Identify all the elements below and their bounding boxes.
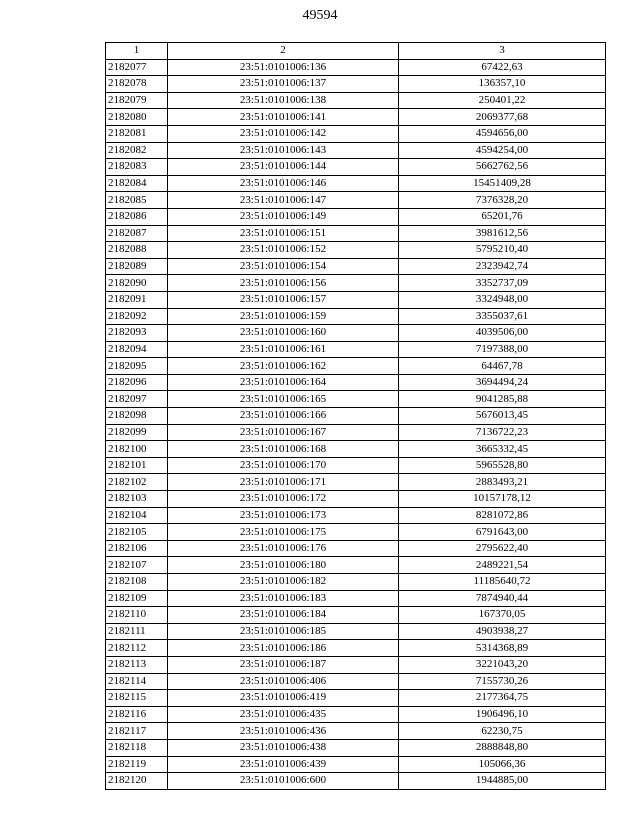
cadastral-number-cell: 23:51:0101006:183 <box>168 590 399 607</box>
cadastral-number-cell: 23:51:0101006:435 <box>168 706 399 723</box>
table-row <box>106 690 606 707</box>
table-row <box>106 673 606 690</box>
table-header-row <box>106 43 606 60</box>
table-row <box>106 656 606 673</box>
cadastral-number-cell: 23:51:0101006:142 <box>168 125 399 142</box>
table-row <box>106 275 606 292</box>
table-row <box>106 358 606 375</box>
row-number-cell: 2182083 <box>106 159 168 176</box>
cadastral-value-cell: 1944885,00 <box>399 773 606 790</box>
cadastral-value-cell: 4594656,00 <box>399 125 606 142</box>
row-number-cell: 2182117 <box>106 723 168 740</box>
table-row <box>106 491 606 508</box>
cadastral-number-cell: 23:51:0101006:137 <box>168 76 399 93</box>
cadastral-number-cell: 23:51:0101006:171 <box>168 474 399 491</box>
cadastral-number-cell: 23:51:0101006:419 <box>168 690 399 707</box>
table-row <box>106 308 606 325</box>
cadastral-number-cell: 23:51:0101006:175 <box>168 524 399 541</box>
cadastral-value-cell: 7874940,44 <box>399 590 606 607</box>
cadastral-number-cell: 23:51:0101006:147 <box>168 192 399 209</box>
column-header-3: 3 <box>399 43 606 60</box>
cadastral-number-cell: 23:51:0101006:436 <box>168 723 399 740</box>
cadastral-number-cell: 23:51:0101006:152 <box>168 242 399 259</box>
row-number-cell: 2182115 <box>106 690 168 707</box>
table-row <box>106 457 606 474</box>
row-number-cell: 2182112 <box>106 640 168 657</box>
cadastral-number-cell: 23:51:0101006:166 <box>168 408 399 425</box>
cadastral-value-cell: 2069377,68 <box>399 109 606 126</box>
table-row <box>106 574 606 591</box>
cadastral-value-cell: 7376328,20 <box>399 192 606 209</box>
row-number-cell: 2182120 <box>106 773 168 790</box>
row-number-cell: 2182086 <box>106 208 168 225</box>
table-row <box>106 756 606 773</box>
cadastral-number-cell: 23:51:0101006:161 <box>168 341 399 358</box>
cadastral-value-cell: 5314368,89 <box>399 640 606 657</box>
row-number-cell: 2182096 <box>106 374 168 391</box>
cadastral-value-table <box>105 42 606 790</box>
row-number-cell: 2182088 <box>106 242 168 259</box>
cadastral-value-cell: 2888848,80 <box>399 739 606 756</box>
cadastral-value-cell: 2883493,21 <box>399 474 606 491</box>
cadastral-number-cell: 23:51:0101006:154 <box>168 258 399 275</box>
row-number-cell: 2182109 <box>106 590 168 607</box>
row-number-cell: 2182081 <box>106 125 168 142</box>
cadastral-value-cell: 2489221,54 <box>399 557 606 574</box>
row-number-cell: 2182090 <box>106 275 168 292</box>
row-number-cell: 2182091 <box>106 291 168 308</box>
table-row <box>106 474 606 491</box>
row-number-cell: 2182107 <box>106 557 168 574</box>
row-number-cell: 2182116 <box>106 706 168 723</box>
cadastral-number-cell: 23:51:0101006:439 <box>168 756 399 773</box>
cadastral-value-cell: 4903938,27 <box>399 623 606 640</box>
table-row <box>106 341 606 358</box>
table-row <box>106 623 606 640</box>
table-row <box>106 92 606 109</box>
row-number-cell: 2182114 <box>106 673 168 690</box>
table-row <box>106 739 606 756</box>
cadastral-value-cell: 62230,75 <box>399 723 606 740</box>
cadastral-value-cell: 5965528,80 <box>399 457 606 474</box>
row-number-cell: 2182105 <box>106 524 168 541</box>
page-number: 49594 <box>302 8 338 23</box>
cadastral-value-cell: 6791643,00 <box>399 524 606 541</box>
cadastral-value-cell: 3694494,24 <box>399 374 606 391</box>
cadastral-number-cell: 23:51:0101006:186 <box>168 640 399 657</box>
row-number-cell: 2182119 <box>106 756 168 773</box>
cadastral-value-cell: 167370,05 <box>399 607 606 624</box>
row-number-cell: 2182094 <box>106 341 168 358</box>
table-row <box>106 706 606 723</box>
table-body <box>106 59 606 789</box>
cadastral-value-cell: 3981612,56 <box>399 225 606 242</box>
cadastral-number-cell: 23:51:0101006:170 <box>168 457 399 474</box>
table-row <box>106 607 606 624</box>
table-row <box>106 540 606 557</box>
cadastral-value-cell: 136357,10 <box>399 76 606 93</box>
cadastral-value-cell: 3665332,45 <box>399 441 606 458</box>
table-row <box>106 59 606 76</box>
row-number-cell: 2182093 <box>106 325 168 342</box>
cadastral-number-cell: 23:51:0101006:167 <box>168 424 399 441</box>
cadastral-number-cell: 23:51:0101006:187 <box>168 656 399 673</box>
cadastral-value-cell: 7197388,00 <box>399 341 606 358</box>
row-number-cell: 2182111 <box>106 623 168 640</box>
row-number-cell: 2182082 <box>106 142 168 159</box>
table-row <box>106 175 606 192</box>
cadastral-value-cell: 5795210,40 <box>399 242 606 259</box>
cadastral-value-cell: 7136722,23 <box>399 424 606 441</box>
table-row <box>106 374 606 391</box>
row-number-cell: 2182113 <box>106 656 168 673</box>
cadastral-number-cell: 23:51:0101006:156 <box>168 275 399 292</box>
row-number-cell: 2182085 <box>106 192 168 209</box>
cadastral-number-cell: 23:51:0101006:162 <box>168 358 399 375</box>
cadastral-value-cell: 3355037,61 <box>399 308 606 325</box>
row-number-cell: 2182080 <box>106 109 168 126</box>
cadastral-number-cell: 23:51:0101006:172 <box>168 491 399 508</box>
row-number-cell: 2182087 <box>106 225 168 242</box>
table-row <box>106 142 606 159</box>
cadastral-number-cell: 23:51:0101006:144 <box>168 159 399 176</box>
table-row <box>106 76 606 93</box>
cadastral-value-cell: 105066,36 <box>399 756 606 773</box>
row-number-cell: 2182108 <box>106 574 168 591</box>
cadastral-value-cell: 67422,63 <box>399 59 606 76</box>
row-number-cell: 2182101 <box>106 457 168 474</box>
table-row <box>106 557 606 574</box>
cadastral-number-cell: 23:51:0101006:143 <box>168 142 399 159</box>
row-number-cell: 2182118 <box>106 739 168 756</box>
cadastral-number-cell: 23:51:0101006:185 <box>168 623 399 640</box>
table-row <box>106 723 606 740</box>
cadastral-value-cell: 3324948,00 <box>399 291 606 308</box>
cadastral-value-cell: 250401,22 <box>399 92 606 109</box>
cadastral-value-cell: 2795622,40 <box>399 540 606 557</box>
row-number-cell: 2182079 <box>106 92 168 109</box>
row-number-cell: 2182098 <box>106 408 168 425</box>
row-number-cell: 2182102 <box>106 474 168 491</box>
cadastral-number-cell: 23:51:0101006:406 <box>168 673 399 690</box>
cadastral-value-cell: 4039506,00 <box>399 325 606 342</box>
row-number-cell: 2182095 <box>106 358 168 375</box>
row-number-cell: 2182078 <box>106 76 168 93</box>
cadastral-number-cell: 23:51:0101006:151 <box>168 225 399 242</box>
table-row <box>106 291 606 308</box>
cadastral-number-cell: 23:51:0101006:146 <box>168 175 399 192</box>
table-row <box>106 242 606 259</box>
cadastral-value-cell: 5676013,45 <box>399 408 606 425</box>
cadastral-value-cell: 11185640,72 <box>399 574 606 591</box>
cadastral-value-cell: 65201,76 <box>399 208 606 225</box>
column-header-2: 2 <box>168 43 399 60</box>
column-header-1: 1 <box>106 43 168 60</box>
cadastral-number-cell: 23:51:0101006:136 <box>168 59 399 76</box>
table-row <box>106 408 606 425</box>
table-row <box>106 441 606 458</box>
table-row <box>106 507 606 524</box>
cadastral-number-cell: 23:51:0101006:184 <box>168 607 399 624</box>
row-number-cell: 2182092 <box>106 308 168 325</box>
cadastral-value-cell: 5662762,56 <box>399 159 606 176</box>
cadastral-value-cell: 3352737,09 <box>399 275 606 292</box>
row-number-cell: 2182077 <box>106 59 168 76</box>
table-row <box>106 225 606 242</box>
table-row <box>106 208 606 225</box>
table-row <box>106 640 606 657</box>
cadastral-value-cell: 3221043,20 <box>399 656 606 673</box>
cadastral-value-cell: 7155730,26 <box>399 673 606 690</box>
cadastral-number-cell: 23:51:0101006:180 <box>168 557 399 574</box>
cadastral-number-cell: 23:51:0101006:141 <box>168 109 399 126</box>
cadastral-number-cell: 23:51:0101006:157 <box>168 291 399 308</box>
row-number-cell: 2182104 <box>106 507 168 524</box>
table-row <box>106 258 606 275</box>
table-row <box>106 325 606 342</box>
cadastral-value-cell: 64467,78 <box>399 358 606 375</box>
cadastral-value-cell: 2323942,74 <box>399 258 606 275</box>
cadastral-number-cell: 23:51:0101006:149 <box>168 208 399 225</box>
row-number-cell: 2182106 <box>106 540 168 557</box>
table-row <box>106 192 606 209</box>
cadastral-value-cell: 2177364,75 <box>399 690 606 707</box>
cadastral-value-cell: 4594254,00 <box>399 142 606 159</box>
table-row <box>106 524 606 541</box>
cadastral-value-cell: 1906496,10 <box>399 706 606 723</box>
row-number-cell: 2182084 <box>106 175 168 192</box>
cadastral-number-cell: 23:51:0101006:438 <box>168 739 399 756</box>
row-number-cell: 2182100 <box>106 441 168 458</box>
table-row <box>106 125 606 142</box>
cadastral-value-cell: 9041285,88 <box>399 391 606 408</box>
cadastral-number-cell: 23:51:0101006:165 <box>168 391 399 408</box>
cadastral-number-cell: 23:51:0101006:138 <box>168 92 399 109</box>
cadastral-number-cell: 23:51:0101006:182 <box>168 574 399 591</box>
cadastral-value-cell: 15451409,28 <box>399 175 606 192</box>
cadastral-value-cell: 8281072,86 <box>399 507 606 524</box>
cadastral-number-cell: 23:51:0101006:600 <box>168 773 399 790</box>
row-number-cell: 2182103 <box>106 491 168 508</box>
table-row <box>106 391 606 408</box>
cadastral-value-cell: 10157178,12 <box>399 491 606 508</box>
cadastral-number-cell: 23:51:0101006:176 <box>168 540 399 557</box>
row-number-cell: 2182089 <box>106 258 168 275</box>
row-number-cell: 2182097 <box>106 391 168 408</box>
table-row <box>106 590 606 607</box>
cadastral-number-cell: 23:51:0101006:173 <box>168 507 399 524</box>
table-row <box>106 159 606 176</box>
cadastral-number-cell: 23:51:0101006:164 <box>168 374 399 391</box>
row-number-cell: 2182110 <box>106 607 168 624</box>
row-number-cell: 2182099 <box>106 424 168 441</box>
table-row <box>106 424 606 441</box>
cadastral-number-cell: 23:51:0101006:159 <box>168 308 399 325</box>
table-row <box>106 109 606 126</box>
cadastral-number-cell: 23:51:0101006:160 <box>168 325 399 342</box>
cadastral-number-cell: 23:51:0101006:168 <box>168 441 399 458</box>
table-row <box>106 773 606 790</box>
